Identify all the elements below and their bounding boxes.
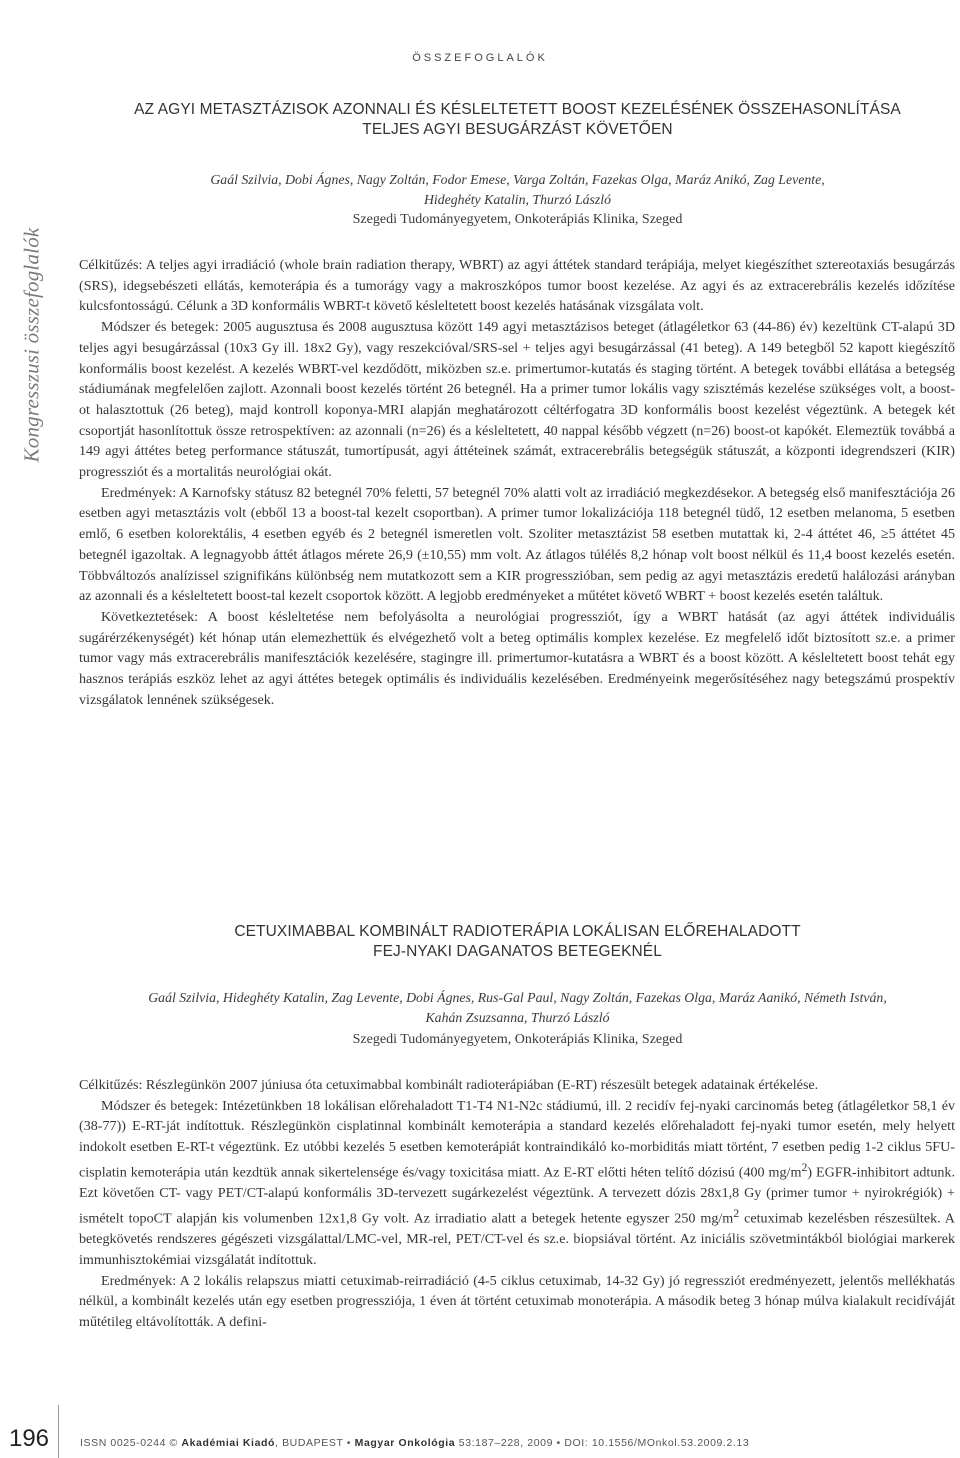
article1-aims-paragraph: Célkitűzés: A teljes agyi irradiáció (whole brain radiation therapy, WBRT) az agyi áttétek standard terápiája, melyet kiegészíthet sztereotaxiás besugárzás (SRS), idegsebészeti ellátás, kemoterápia és a tumorágy vagy a makroszkópos tumor boost kezelése. Az agyi és az extracerebrális kezelés időzítése kulcsfontosságú. Célunk a 3D konformális WBRT-t követő késleltetett boost kezelés hatásának vizsgálata volt. [79, 257, 955, 315]
article2-affiliation: Szegedi Tudományegyetem, Onkoterápiás Klinika, Szeged [352, 1032, 683, 1047]
article2-results-paragraph: Eredmények: A 2 lokális relapszus miatti cetuximab-reirradiáció (4-5 ciklus cetuximab, 14-32 Gy) jó regressziót eredményezett, jelentős mellékhatás nélkül, a kombinált kezelés után egy esetben progressziója, 1 éven át történt cetuximab monoterápia. A második beteg 3 hónap múlva kialakult recidíváját műtétileg eltávolították. A defini- [79, 1272, 955, 1331]
article1-affiliation: Szegedi Tudományegyetem, Onkoterápiás Klinika, Szeged [352, 212, 683, 227]
article1-title [80, 100, 955, 140]
article1-authors [80, 170, 955, 210]
footer-divider [58, 1405, 59, 1458]
footer-publisher: Akadémiai Kiadó [181, 1437, 276, 1449]
article1-methods-paragraph: Módszer és betegek: 2005 augusztusa és 2008 augusztusa között 149 agyi metasztázisos beteget (átlagéletkor 63 (44-86) év) kezeltünk CT-alapú 3D teljes agyi besugárzással (10x3 Gy ill. 18x2 Gy), vagy reszekcióval/SRS-sel + teljes agyi besugárzással (41 beteg). A 149 betegből 52 kapott kiegészítő konformális boost kezelést. A kezelés WBRT-vel kezdődött, miközben sz.e. primertumor-kutatás és staging történt. A betegek további ellátása a betegség stádiumának megfelelően zajlott. Azonnali boost kezelés történt 26 betegnél. Ha a primer tumor lokális vagy szisztémás kezelése szükséges volt, a boost-ot halasztottuk (26 beteg), majd kontroll koponya-MRI alapján meghatározott céltérfogatra 3D konformális boost kezelést végeztünk. A betegek két csoportját hasonlítottuk össze retrospektíven: az azonnali (n=26) és a késleltetett, 40 nappal később végzett (n=26) boost-ot kapókét. Elemeztük továbbá a 149 agyi áttétes beteg performance státuszát, tumortípusát, agyi áttéteinek számát, extracerebrális betegségük státuszát, a központi idegrendszeri (KIR) progressziót és a mortalitás neurológiai okát. [79, 319, 955, 481]
footer-city: , BUDAPEST • [275, 1437, 355, 1449]
article2-aims-paragraph: Célkitűzés: Részlegünkön 2007 júniusa óta cetuximabbal kombinált radioterápiában (E-RT) részesült betegek adatainak értékelése. [79, 1077, 819, 1093]
article1-conclusions-paragraph: Következtetések: A boost késleltetése nem befolyásolta a neurológiai progressziót, így a WBRT hatását (az agyi áttétek individuális sugárérzékenységét) két hónap után elemezhettük és elvégezhető volt a beteg optimális komplex kezelése. Ez megfelelő időt biztosított sz.e. a primer tumor vagy más extracerebrális manifesztációk kezelésére, stagingre ill. primertumor-kutatásra a WBRT és a boost között. A késleltetett boost tehát egy hasznos terápiás eszköz lehet az agyi áttétes betegek optimális és individuális kezelésében. Eredményeink megerősítéséhez nagy betegszámú prospektív vizsgálatok lennének szükségesek. [79, 608, 955, 708]
article2-methods-paragraph [79, 1096, 955, 1271]
article1-title-line1: AZ AGYI METASZTÁZISOK AZONNALI ÉS KÉSLELTETETT BOOST KEZELÉSÉNEK ÖSSZEHASONLÍTÁSA [134, 101, 901, 118]
article2-methods-sup2: 2 [733, 1206, 740, 1220]
article2-title-line1: CETUXIMABBAL KOMBINÁLT RADIOTERÁPIA LOKÁLISAN ELŐREHALADOTT [234, 923, 801, 940]
article1-authors-line1: Gaál Szilvia, Dobi Ágnes, Nagy Zoltán, Fodor Emese, Varga Zoltán, Fazekas Olga, Maráz Anikó, Zag Levente, [210, 172, 825, 187]
article2-body [79, 1075, 955, 1333]
footer-journal: Magyar Onkológia [354, 1437, 456, 1449]
article1-results-paragraph: Eredmények: A Karnofsky státusz 82 betegnél 70% feletti, 57 betegnél 70% alatti volt az irradiáció megkezdésekor. A betegség első manifesztációja 26 esetben agyi metasztázis volt (ebből 13 a boost-tal kezelt csoportban). A primer tumor lokalizációja 118 betegnél tüdő, 12 esetben melanoma, 5 esetben emlő, 6 esetben kolorektális, 4 esetben egyéb és 2 betegnél ismeretlen volt. Szoliter metasztázist 58 esetben mutattak ki, 2-4 áttétet 46, ≥5 áttétet 45 betegnél igazoltak. A legnagyobb áttét átlagos mérete 26,9 (±10,55) mm volt. Az átlagos túlélés 8,2 hónap volt boost nélkül és 11,4 boost kezelés esetén. Többváltozós analízissel szignifikáns különbség nem mutatkozott sem a KIR progresszióban, sem pedig az agyi metasztázis eredetű halálozási arányban az azonnali és a késleltetett boost-tal kezelt csoportok között. A legjobb eredményeket a műtétet követő WBRT + boost kezelés esetén találtuk. [79, 484, 955, 605]
side-label-text: Kongresszusi összefoglalók [19, 227, 44, 463]
article2-title-line2: FEJ-NYAKI DAGANATOS BETEGEKNÉL [373, 943, 662, 960]
article2-methods-text-b: ) EGFR-inhibitort adtunk. Ezt követően CT- vagy PET/CT-alapú konformális 3D-tervezett sugárkezelést végeztünk. A tervezett dózis 28x1,8 Gy (primer tumor + nyirokrégiók) + ismételt topoCT alapján kis volumenben 12x1,8 Gy volt. Az irradiatio alatt a betegek hetente egyszer 250 mg/m [79, 1164, 955, 1227]
footer-reference: 53:187–228, 2009 • DOI: 10.1556/MOnkol.53.2009.2.13 [455, 1437, 750, 1449]
footer-issn: ISSN 0025-0244 © [80, 1437, 182, 1449]
article2-title [80, 922, 955, 962]
article1-body [79, 255, 955, 710]
article2-authors [80, 988, 955, 1028]
article1-title-line2: TELJES AGYI BESUGÁRZÁST KÖVETŐEN [362, 121, 673, 138]
article2-methods-text-a: Módszer és betegek: Intézetünkben 18 lokálisan előrehaladott T1-T4 N1-N2c stádiumú, ill. 2 recidív fej-nyaki carcinomás beteg (átlagéletkor 58,1 év (38-77)) E-RT-ját indítottuk. Részlegünkön cisplatinnal kombinált kemoterápia a standard kezelés előrehaladott fej-nyaki tumor esetén, mely helyett indokolt esetben E-RT-t végeztünk. Ez utóbbi kezelés 5 esetben kemoterápiát kontraindikáló ko-morbiditás miatt történt, 7 esetben pedig 1-2 ciklus 5FU-cisplatin kemoterápia után kezdtük annak sikertelensége és/vagy toxicitása miatt. Az E-RT előtti héten telítő dózisú (400 mg/m [79, 1097, 955, 1181]
section-label: ÖSSZEFOGLALÓK [412, 52, 548, 64]
footer-citation [80, 1437, 958, 1449]
side-running-label [19, 150, 44, 540]
article2-authors-line1: Gaál Szilvia, Hideghéty Katalin, Zag Levente, Dobi Ágnes, Rus-Gal Paul, Nagy Zoltán, Fazekas Olga, Maráz Aanikó, Németh István, [148, 990, 887, 1005]
article2-methods-text-c: cetuximab kezelésben részesültek. A betegkövetés rendszeres gégészeti vizsgálattal/LMC-vel, MR-rel, PET/CT-vel és sz.e. biopsiával történt. Az iniciális szövetmintákból biológiai markerek immunhisztokémiai vizsgálatát indítottuk. [79, 1210, 955, 1268]
article2-methods-sup1: 2 [801, 1160, 808, 1174]
page-number: 196 [8, 1425, 50, 1452]
article1-authors-line2: Hideghéty Katalin, Thurzó László [423, 192, 612, 207]
article2-authors-line2: Kahán Zsuzsanna, Thurzó László [425, 1010, 610, 1025]
